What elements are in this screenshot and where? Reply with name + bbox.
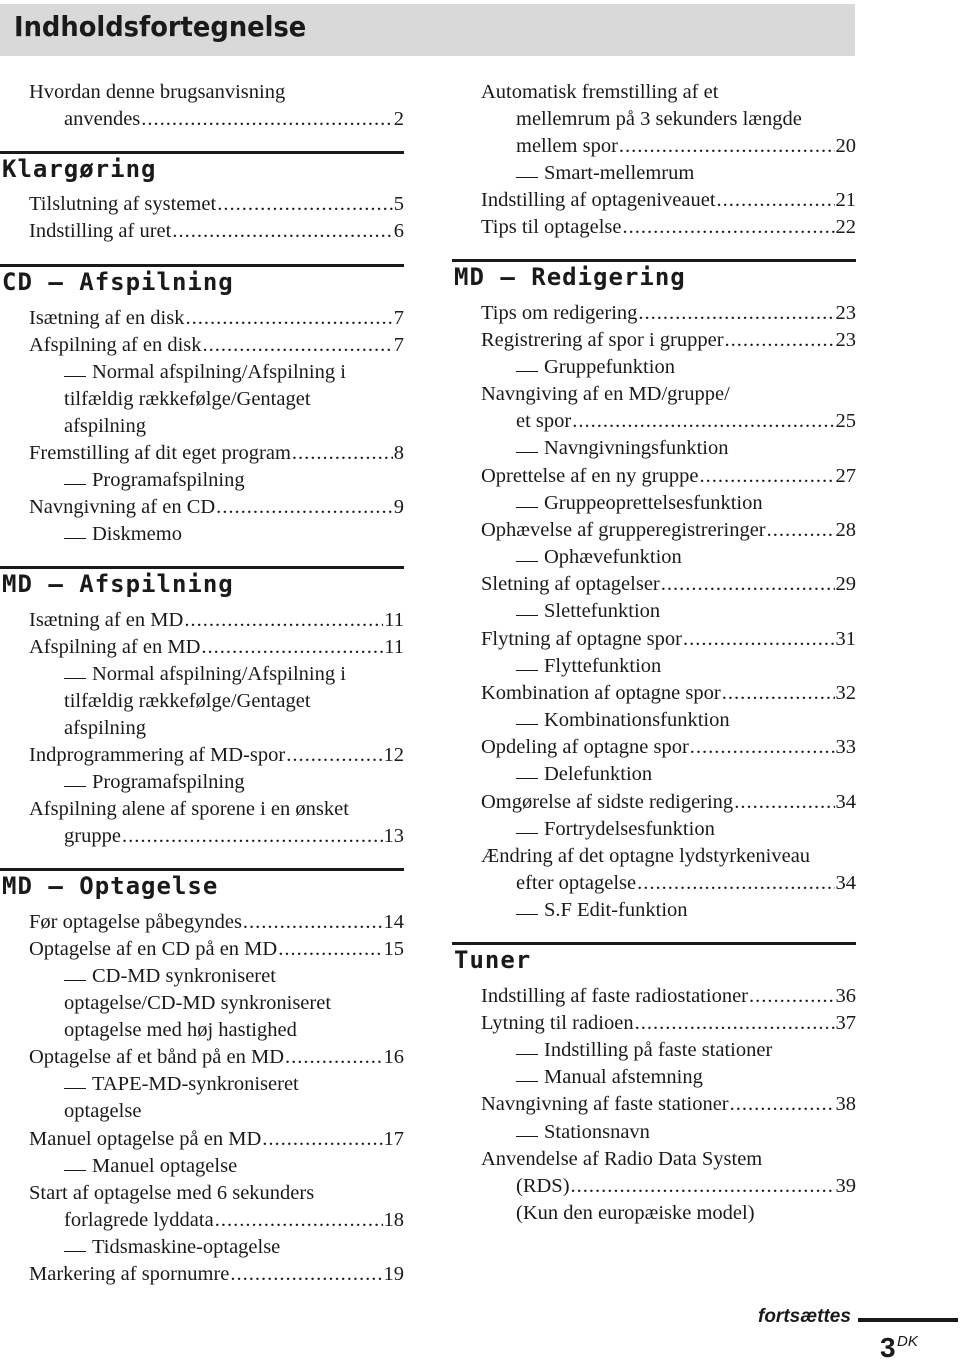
toc-entry[interactable]: Optagelse af et bånd på en MD ..... 16 xyxy=(29,1044,404,1071)
page-number: 6 xyxy=(393,220,404,242)
toc-subentry: Kombinationsfunktion xyxy=(516,707,856,734)
leader-dots xyxy=(141,106,392,133)
page-number: 32 xyxy=(835,682,856,704)
toc-subentry: optagelse/CD-MD synkroniseret xyxy=(64,992,332,1014)
leader-dots xyxy=(637,870,834,897)
leader-dots xyxy=(292,440,393,467)
continued-label: fortsættes xyxy=(758,1306,851,1327)
page-number: 31 xyxy=(835,628,856,650)
toc-entry[interactable]: Opdeling af optagne spor ..... 33 xyxy=(481,734,856,761)
toc-entry[interactable]: Afspilning af en MD ..... 11 xyxy=(29,634,404,661)
leader-dots xyxy=(749,983,835,1010)
page-number: 2 xyxy=(393,108,404,130)
toc-entry[interactable]: Afspilning af en disk ..... 7 xyxy=(29,332,404,359)
dash-rule xyxy=(516,1136,538,1137)
page-number: 25 xyxy=(835,410,856,432)
page-number: 11 xyxy=(384,609,404,631)
title-bar xyxy=(0,4,855,56)
toc-subentry: S.F Edit-funktion xyxy=(516,897,856,924)
toc-subentry: Gruppeoprettelsesfunktion xyxy=(516,490,856,517)
leader-dots xyxy=(635,1010,835,1037)
leader-dots xyxy=(699,463,834,490)
toc-subentry: Delefunktion xyxy=(516,761,856,788)
leader-dots xyxy=(717,187,835,214)
toc-entry[interactable]: forlagrede lyddata ..... 18 xyxy=(64,1207,404,1234)
page-number: 16 xyxy=(383,1046,404,1068)
leader-dots xyxy=(185,305,392,332)
page-number: 19 xyxy=(383,1263,404,1285)
page-number: 33 xyxy=(835,736,856,758)
leader-dots xyxy=(184,607,383,634)
leader-dots xyxy=(262,1126,382,1153)
toc-entry[interactable]: Start af optagelse med 6 sekunders xyxy=(29,1182,315,1204)
leader-dots xyxy=(230,1261,382,1288)
leader-dots xyxy=(683,626,835,653)
section-heading: Tuner xyxy=(452,942,856,979)
toc-subentry: tilfældig rækkefølge/Gentaget xyxy=(64,690,311,712)
dash-rule xyxy=(516,833,538,834)
dash-rule xyxy=(516,507,538,508)
toc-entry[interactable]: Lytning til radioen ..... 37 xyxy=(481,1010,856,1037)
dash-rule xyxy=(64,1170,86,1171)
leader-dots xyxy=(572,408,834,435)
toc-subentry: Stationsnavn xyxy=(516,1119,856,1146)
page-number: 5 xyxy=(393,193,404,215)
toc-entry[interactable]: Tips om redigering ..... 23 xyxy=(481,300,856,327)
page-number: 23 xyxy=(835,302,856,324)
leader-dots xyxy=(243,909,383,936)
toc-entry[interactable]: Anvendelse af Radio Data System xyxy=(481,1148,763,1170)
page-number: 39 xyxy=(835,1175,856,1197)
page-number: 28 xyxy=(835,519,856,541)
toc-subentry: Programafspilning xyxy=(64,769,404,796)
dash-rule xyxy=(516,452,538,453)
toc-entry[interactable]: Oprettelse af en ny gruppe ..... 27 xyxy=(481,463,856,490)
toc-subentry: Tidsmaskine-optagelse xyxy=(64,1234,404,1261)
toc-entry[interactable]: Indstilling af faste radiostationer ..... 36 xyxy=(481,983,856,1010)
toc-subentry: Indstilling på faste stationer xyxy=(516,1037,856,1064)
page-number: 27 xyxy=(835,465,856,487)
dash-rule xyxy=(64,538,86,539)
page-title: Indholdsfortegnelse xyxy=(14,10,307,43)
toc-subentry: Ophævefunktion xyxy=(516,544,856,571)
page-number: 29 xyxy=(835,573,856,595)
dash-rule xyxy=(64,678,86,679)
toc-subentry: (Kun den europæiske model) xyxy=(516,1202,755,1224)
toc-entry[interactable]: Navngiving af en MD/gruppe/ xyxy=(481,383,730,405)
dash-rule xyxy=(516,615,538,616)
leader-dots xyxy=(215,1207,383,1234)
toc-entry[interactable]: Indstilling af optageniveauet ..... 21 xyxy=(481,187,856,214)
page-number: 13 xyxy=(383,825,404,847)
toc-subentry: afspilning xyxy=(64,415,146,437)
leader-dots xyxy=(172,218,392,245)
leader-dots xyxy=(638,300,834,327)
page-number: 15 xyxy=(383,938,404,960)
dash-rule xyxy=(516,670,538,671)
leader-dots xyxy=(571,1173,835,1200)
section-heading: MD – Afspilning xyxy=(0,566,404,603)
page-number: 22 xyxy=(835,216,856,238)
toc-entry[interactable]: Manuel optagelse på en MD ..... 17 xyxy=(29,1126,404,1153)
section-heading: MD – Optagelse xyxy=(0,868,404,905)
page-number-footer: 3 xyxy=(880,1332,896,1363)
toc-subentry: tilfældig rækkefølge/Gentaget xyxy=(64,388,311,410)
toc-subentry: Slettefunktion xyxy=(516,598,856,625)
toc-entry[interactable]: Isætning af en MD ..... 11 xyxy=(29,607,404,634)
leader-dots xyxy=(730,1091,835,1118)
leader-dots xyxy=(619,133,835,160)
toc-entry[interactable]: Afspilning alene af sporene i en ønsket xyxy=(29,798,349,820)
page-number: 38 xyxy=(835,1093,856,1115)
toc-subentry: Gruppefunktion xyxy=(516,354,856,381)
toc-entry[interactable]: Hvordan denne brugsanvisning xyxy=(29,81,286,103)
toc-entry[interactable]: Isætning af en disk ..... 7 xyxy=(29,305,404,332)
dash-rule xyxy=(516,561,538,562)
dash-rule xyxy=(516,724,538,725)
page-number: 34 xyxy=(835,791,856,813)
leader-dots xyxy=(217,191,393,218)
toc-entry[interactable]: Tips til optagelse ..... 22 xyxy=(481,214,856,241)
dash-rule xyxy=(516,1081,538,1082)
dash-rule xyxy=(64,1251,86,1252)
continued-rule xyxy=(858,1318,958,1322)
toc-entry[interactable]: Automatisk fremstilling af et xyxy=(481,81,719,103)
leader-dots xyxy=(767,517,835,544)
page-number: 11 xyxy=(384,636,404,658)
dash-rule xyxy=(64,1088,86,1089)
toc-subentry: afspilning xyxy=(64,717,146,739)
leader-dots xyxy=(122,823,383,850)
leader-dots xyxy=(622,214,834,241)
dash-rule xyxy=(516,914,538,915)
page-number: 9 xyxy=(393,496,404,518)
toc-entry[interactable]: Ophævelse af grupperegistreringer ..... 28 xyxy=(481,517,856,544)
dash-rule xyxy=(64,484,86,485)
toc-subentry: Fortrydelsesfunktion xyxy=(516,816,856,843)
dash-rule xyxy=(516,778,538,779)
leader-dots xyxy=(661,571,835,598)
page-number: 8 xyxy=(393,442,404,464)
toc-subentry: Normal afspilning/Afspilning i xyxy=(64,359,404,386)
section-heading: CD – Afspilning xyxy=(0,264,404,301)
toc-subentry: Manuel optagelse xyxy=(64,1153,404,1180)
toc-entry[interactable]: Markering af spornumre ..... 19 xyxy=(29,1261,404,1288)
toc-subentry: mellemrum på 3 sekunders længde xyxy=(516,108,802,130)
toc-entry[interactable]: Indstilling af uret ..... 6 xyxy=(29,218,404,245)
toc-subentry: TAPE-MD-synkroniseret xyxy=(64,1071,404,1098)
toc-entry[interactable]: Tilslutning af systemet ..... 5 xyxy=(29,191,404,218)
page-language-suffix: DK xyxy=(897,1333,918,1350)
leader-dots xyxy=(216,494,393,521)
toc-subentry: Flyttefunktion xyxy=(516,653,856,680)
leader-dots xyxy=(690,734,835,761)
toc-subentry: Normal afspilning/Afspilning i xyxy=(64,661,404,688)
leader-dots xyxy=(201,634,383,661)
page-number: 20 xyxy=(835,135,856,157)
dash-rule xyxy=(64,980,86,981)
toc-subentry: Navngivningsfunktion xyxy=(516,435,856,462)
page-number: 12 xyxy=(383,744,404,766)
leader-dots xyxy=(278,936,382,963)
leader-dots xyxy=(285,1044,382,1071)
toc-entry[interactable]: Fremstilling af dit eget program ..... 8 xyxy=(29,440,404,467)
toc-entry[interactable]: Kombination af optagne spor ..... 32 xyxy=(481,680,856,707)
leader-dots xyxy=(734,789,834,816)
toc-subentry: Smart-mellemrum xyxy=(516,160,856,187)
toc-entry[interactable]: gruppe ..... 13 xyxy=(64,823,404,850)
toc-entry[interactable]: et spor ..... 25 xyxy=(516,408,856,435)
dash-rule xyxy=(64,376,86,377)
toc-subentry: Diskmemo xyxy=(64,521,404,548)
dash-rule xyxy=(516,371,538,372)
section-heading: Klargøring xyxy=(0,151,404,188)
page-number: 7 xyxy=(393,307,404,329)
toc-entry[interactable]: anvendes ..... 2 xyxy=(64,106,404,133)
toc-subentry: Manual afstemning xyxy=(516,1064,856,1091)
toc-entry[interactable]: Før optagelse påbegyndes ..... 14 xyxy=(29,909,404,936)
toc-subentry: optagelse xyxy=(64,1100,142,1122)
toc-entry[interactable]: Registrering af spor i grupper ..... 23 xyxy=(481,327,856,354)
toc-subentry: Programafspilning xyxy=(64,467,404,494)
toc-subentry: optagelse med høj hastighed xyxy=(64,1019,297,1041)
toc-entry[interactable]: Omgørelse af sidste redigering ..... 34 xyxy=(481,789,856,816)
page-number: 18 xyxy=(383,1209,404,1231)
page-number: 36 xyxy=(835,985,856,1007)
section-heading: MD – Redigering xyxy=(452,259,856,296)
toc-entry[interactable]: Navngivning af en CD ..... 9 xyxy=(29,494,404,521)
toc-subentry: CD-MD synkroniseret xyxy=(64,963,404,990)
page-number: 37 xyxy=(835,1012,856,1034)
page-number: 21 xyxy=(835,189,856,211)
dash-rule xyxy=(516,177,538,178)
page-number: 34 xyxy=(835,872,856,894)
page-number: 7 xyxy=(393,334,404,356)
toc-entry[interactable]: mellem spor ..... 20 xyxy=(516,133,856,160)
leader-dots xyxy=(203,332,393,359)
toc-entry[interactable]: (RDS) ..... 39 xyxy=(516,1173,856,1200)
leader-dots xyxy=(286,742,382,769)
page-number: 17 xyxy=(383,1128,404,1150)
dash-rule xyxy=(516,1054,538,1055)
toc-entry[interactable]: Indprogrammering af MD-spor ..... 12 xyxy=(29,742,404,769)
toc-entry[interactable]: Flytning af optagne spor ..... 31 xyxy=(481,626,856,653)
toc-entry[interactable]: efter optagelse ..... 34 xyxy=(516,870,856,897)
toc-entry[interactable]: Ændring af det optagne lydstyrkeniveau xyxy=(481,845,811,867)
page-number: 14 xyxy=(383,911,404,933)
toc-entry[interactable]: Sletning af optagelser ..... 29 xyxy=(481,571,856,598)
toc-entry[interactable]: Navngivning af faste stationer ..... 38 xyxy=(481,1091,856,1118)
leader-dots xyxy=(722,680,835,707)
page-number: 23 xyxy=(835,329,856,351)
toc-entry[interactable]: Optagelse af en CD på en MD ..... 15 xyxy=(29,936,404,963)
leader-dots xyxy=(725,327,835,354)
dash-rule xyxy=(64,786,86,787)
